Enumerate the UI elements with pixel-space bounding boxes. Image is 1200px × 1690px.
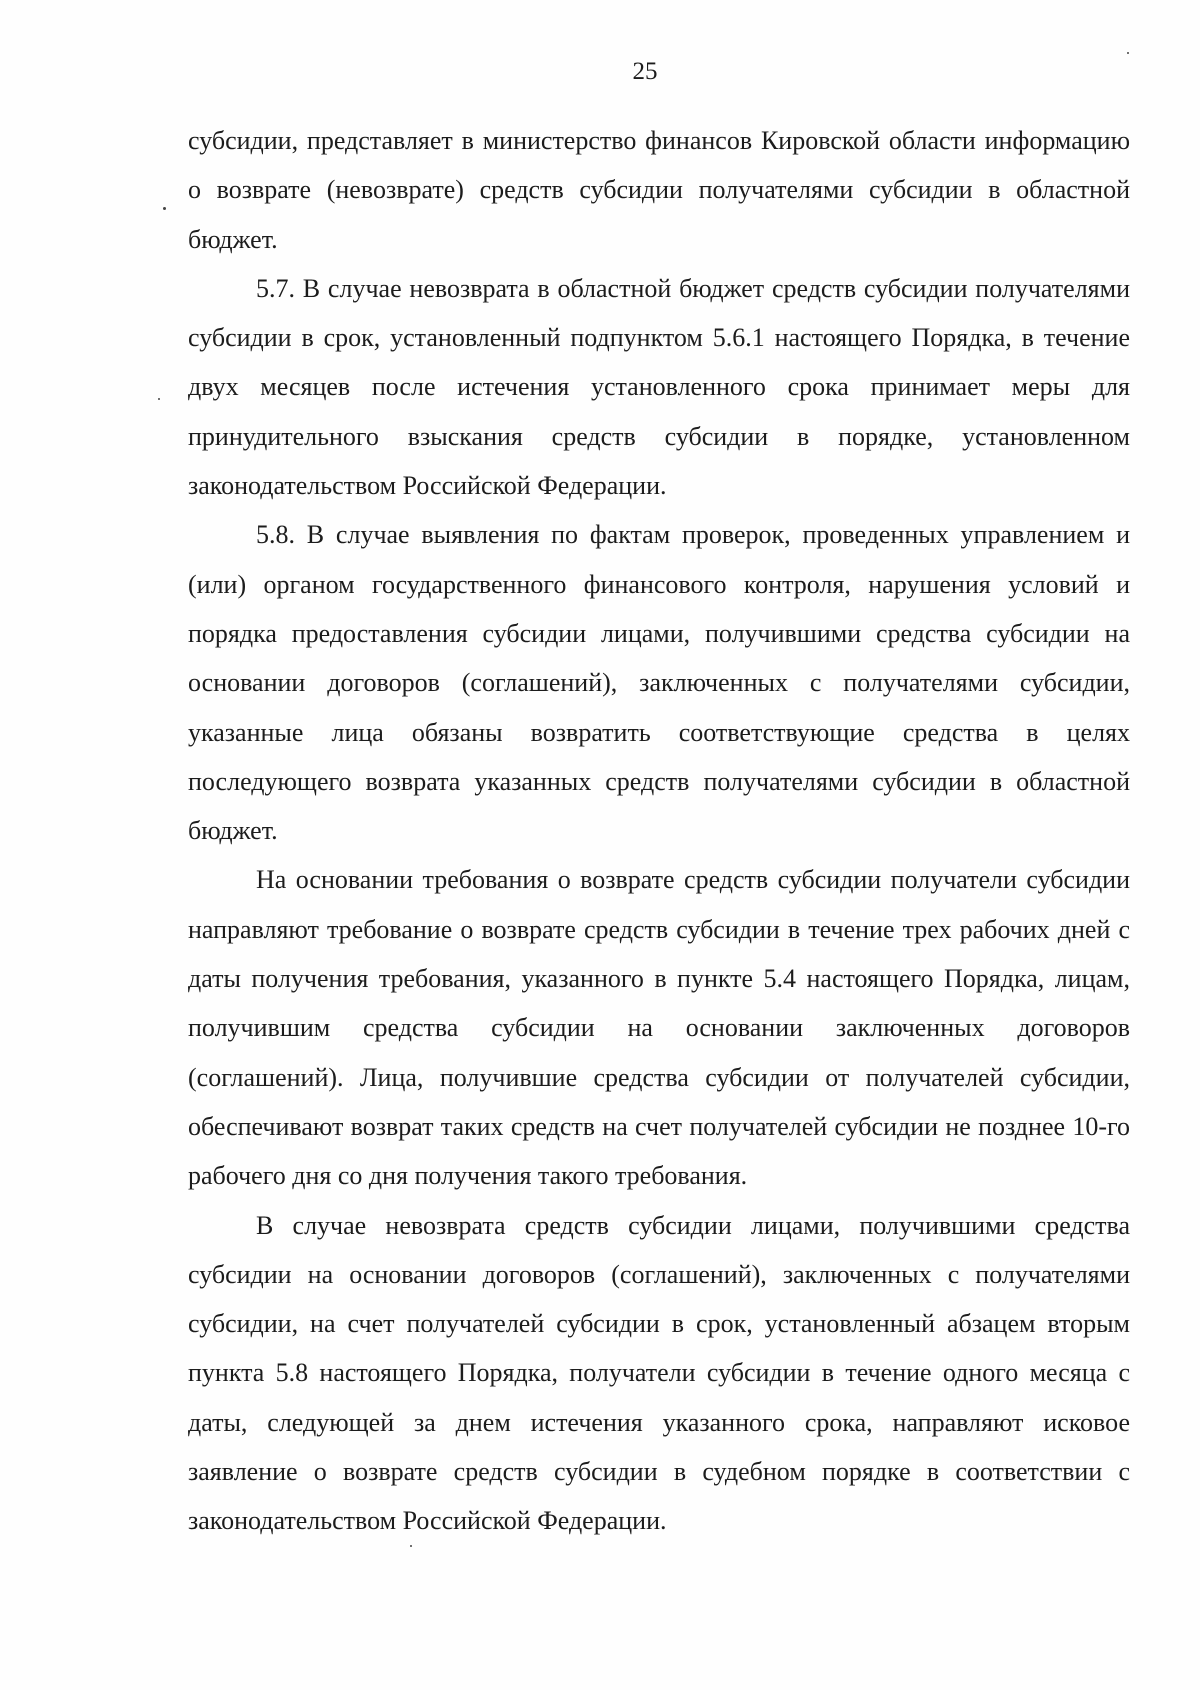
document-body [188, 116, 1130, 1546]
scan-speck [163, 207, 166, 210]
scan-speck [1127, 52, 1129, 54]
page-number: 25 [632, 58, 658, 85]
paragraph-continuation: субсидии, представляет в министерство финансов Кировской области информацию о возврате (невозврате) средств субсидии получателями субсидии в областной бюджет. [188, 126, 1130, 254]
scan-speck [158, 398, 160, 400]
paragraph-refund-requirement: На основании требования о возврате средств субсидии получатели субсидии направляют требование о возврате средств субсидии в течение трех рабочих дней с даты получения требования, указанного в пункте 5.4 настоящего Порядка, лицам, получившим средства субсидии на основании заключенных договоров (соглашений). Лица, получившие средства субсидии от получателей субсидии, обеспечивают возврат таких средств на счет получателей субсидии не позднее 10-го рабочего дня со дня получения такого требования. [188, 865, 1130, 1191]
paragraph-clause-5-8: 5.8. В случае выявления по фактам проверок, проведенных управлением и (или) органом государственного финансового контроля, нарушения условий и порядка предоставления субсидии лицами, получившими средства субсидии на основании договоров (соглашений), заключенных с получателями субсидии, указанные лица обязаны возвратить соответствующие средства в целях последующего возврата указанных средств получателями субсидии в областной бюджет. [188, 520, 1130, 846]
paragraph-court-claim: В случае невозврата средств субсидии лицами, получившими средства субсидии на основании договоров (соглашений), заключенных с получателями субсидии, на счет получателей субсидии в срок, установленный абзацем вторым пункта 5.8 настоящего Порядка, получатели субсидии в течение одного месяца с даты, следующей за днем истечения указанного срока, направляют исковое заявление о возврате средств субсидии в судебном порядке в соответствии с законодательством Российской Федерации. [188, 1210, 1130, 1536]
scan-speck [410, 1545, 412, 1547]
paragraph-clause-5-7: 5.7. В случае невозврата в областной бюджет средств субсидии получателями субсидии в срок, установленный подпунктом 5.6.1 настоящего Порядка, в течение двух месяцев после истечения установленного срока принимает меры для принудительного взыскания средств субсидии в порядке, установленном законодательством Российской Федерации. [188, 273, 1130, 501]
